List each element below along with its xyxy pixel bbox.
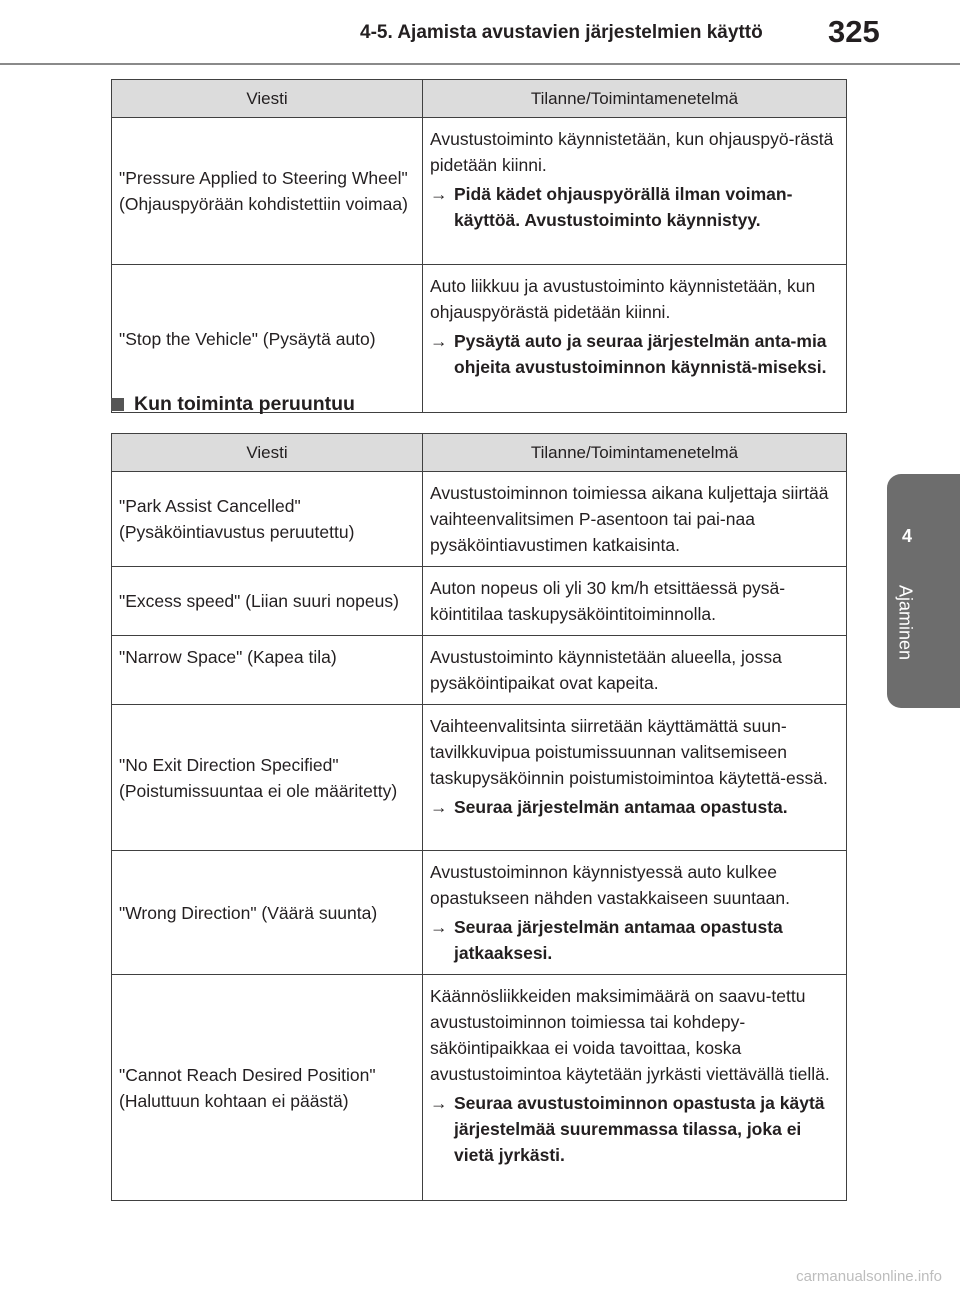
table-row xyxy=(112,975,847,1201)
situation-text: Käännösliikkeiden maksimimäärä on saavu-tettu avustustoiminnon toimiessa tai kohdepy-säköintipaikkaa ei voida tavoittaa, koska avustustoimintoa käytetään jyrkästi viettävällä tiellä. xyxy=(430,986,830,1084)
square-bullet-icon xyxy=(111,398,124,411)
situation-cell xyxy=(423,567,847,636)
situation-text: Avustustoiminto käynnistetään, kun ohjauspyö-rästä pidetään kiinni. xyxy=(430,129,834,175)
action-item xyxy=(430,1090,840,1168)
situation-cell xyxy=(423,975,847,1201)
table-row xyxy=(112,636,847,705)
arrow-icon: → xyxy=(430,184,448,204)
action-text: Pysäytä auto ja seuraa järjestelmän anta-mia ohjeita avustustoiminnon käynnistä-miseksi. xyxy=(454,331,827,377)
situation-text: Auto liikkuu ja avustustoiminto käynnistetään, kun ohjauspyörästä pidetään kiinni. xyxy=(430,276,816,322)
message-cell xyxy=(112,567,423,636)
message-text: "Stop the Vehicle" (Pysäytä auto) xyxy=(119,328,376,349)
arrow-icon: → xyxy=(430,797,448,817)
situation-text: Avustustoiminto käynnistetään alueella, jossa pysäköintipaikat ovat kapeita. xyxy=(430,647,782,693)
message-table-cancel xyxy=(111,433,847,1201)
message-table-start xyxy=(111,79,847,413)
situation-text: Avustustoiminnon käynnistyessä auto kulkee opastukseen nähden vastakkaiseen suuntaan. xyxy=(430,862,790,908)
header-divider xyxy=(0,63,960,65)
chapter-label-text: Ajaminen xyxy=(895,584,916,661)
arrow-icon: → xyxy=(430,917,448,937)
table-row xyxy=(112,567,847,636)
column-header-message: Viesti xyxy=(112,80,423,118)
situation-cell xyxy=(423,636,847,705)
message-cell xyxy=(112,975,423,1201)
situation-text: Auton nopeus oli yli 30 km/h etsittäessä pysä-köintitilaa taskupysäköintitoiminnolla. xyxy=(430,578,786,624)
message-text: "Pressure Applied to Steering Wheel" (Ohjauspyörään kohdistettiin voimaa) xyxy=(119,168,408,214)
section-heading-text: Kun toiminta peruuntuu xyxy=(134,393,355,415)
situation-text: Vaihteenvalitsinta siirretään käyttämättä suun-tavilkkuvipua poistumissuunnan valitsemiseen taskupysäköinnin poistumistoimintoa käytettä-essä. xyxy=(430,716,828,788)
message-cell xyxy=(112,118,423,265)
action-item xyxy=(430,181,840,233)
table-row xyxy=(112,265,847,413)
message-text: "Narrow Space" (Kapea tila) xyxy=(119,647,337,667)
column-header-message: Viesti xyxy=(112,434,423,472)
table-row xyxy=(112,472,847,567)
message-cell xyxy=(112,636,423,705)
message-text: "Wrong Direction" (Väärä suunta) xyxy=(119,902,378,923)
action-text: Pidä kädet ohjauspyörällä ilman voiman-käyttöä. Avustustoiminto käynnistyy. xyxy=(454,184,793,230)
message-cell xyxy=(112,472,423,567)
section-header-title: 4-5. Ajamista avustavien järjestelmien käyttö xyxy=(360,22,763,43)
message-cell xyxy=(112,705,423,851)
message-cell xyxy=(112,265,423,413)
message-text: "Excess speed" (Liian suuri nopeus) xyxy=(119,591,399,611)
message-text: "Cannot Reach Desired Position" (Haluttuun kohtaan ei päästä) xyxy=(119,1064,376,1111)
column-header-situation: Tilanne/Toimintamenetelmä xyxy=(423,80,847,118)
page-number: 325 xyxy=(828,14,880,49)
message-cell xyxy=(112,851,423,975)
table-row xyxy=(112,705,847,851)
watermark: carmanualsonline.info xyxy=(796,1268,942,1285)
table-header-row xyxy=(112,434,847,472)
section-heading xyxy=(111,393,355,416)
message-text: "Park Assist Cancelled" (Pysäköintiavustus peruutettu) xyxy=(119,496,355,542)
table-row xyxy=(112,851,847,975)
situation-cell xyxy=(423,118,847,265)
arrow-icon: → xyxy=(430,1093,448,1113)
message-text: "No Exit Direction Specified" (Poistumissuuntaa ei ole määritetty) xyxy=(119,754,398,801)
chapter-side-tab xyxy=(887,474,960,708)
column-header-situation: Tilanne/Toimintamenetelmä xyxy=(423,434,847,472)
action-item xyxy=(430,914,840,966)
chapter-number: 4 xyxy=(901,526,912,546)
table-header-row xyxy=(112,80,847,118)
action-item xyxy=(430,794,840,820)
action-text: Seuraa järjestelmän antamaa opastusta jatkaaksesi. xyxy=(454,917,783,963)
situation-cell xyxy=(423,265,847,413)
action-item xyxy=(430,328,840,380)
action-text: Seuraa avustustoiminnon opastusta ja käytä järjestelmää suuremmassa tilassa, joka ei vietä jyrkästi. xyxy=(454,1093,825,1165)
situation-cell xyxy=(423,851,847,975)
situation-cell xyxy=(423,472,847,567)
situation-text: Avustustoiminnon toimiessa aikana kuljettaja siirtää vaihteenvalitsimen P-asentoon tai pai-naa pysäköintiavustimen katkaisinta. xyxy=(430,483,829,555)
table-row xyxy=(112,118,847,265)
action-text: Seuraa järjestelmän antamaa opastusta. xyxy=(454,797,788,817)
situation-cell xyxy=(423,705,847,851)
page-header xyxy=(0,0,960,64)
arrow-icon: → xyxy=(430,331,448,351)
